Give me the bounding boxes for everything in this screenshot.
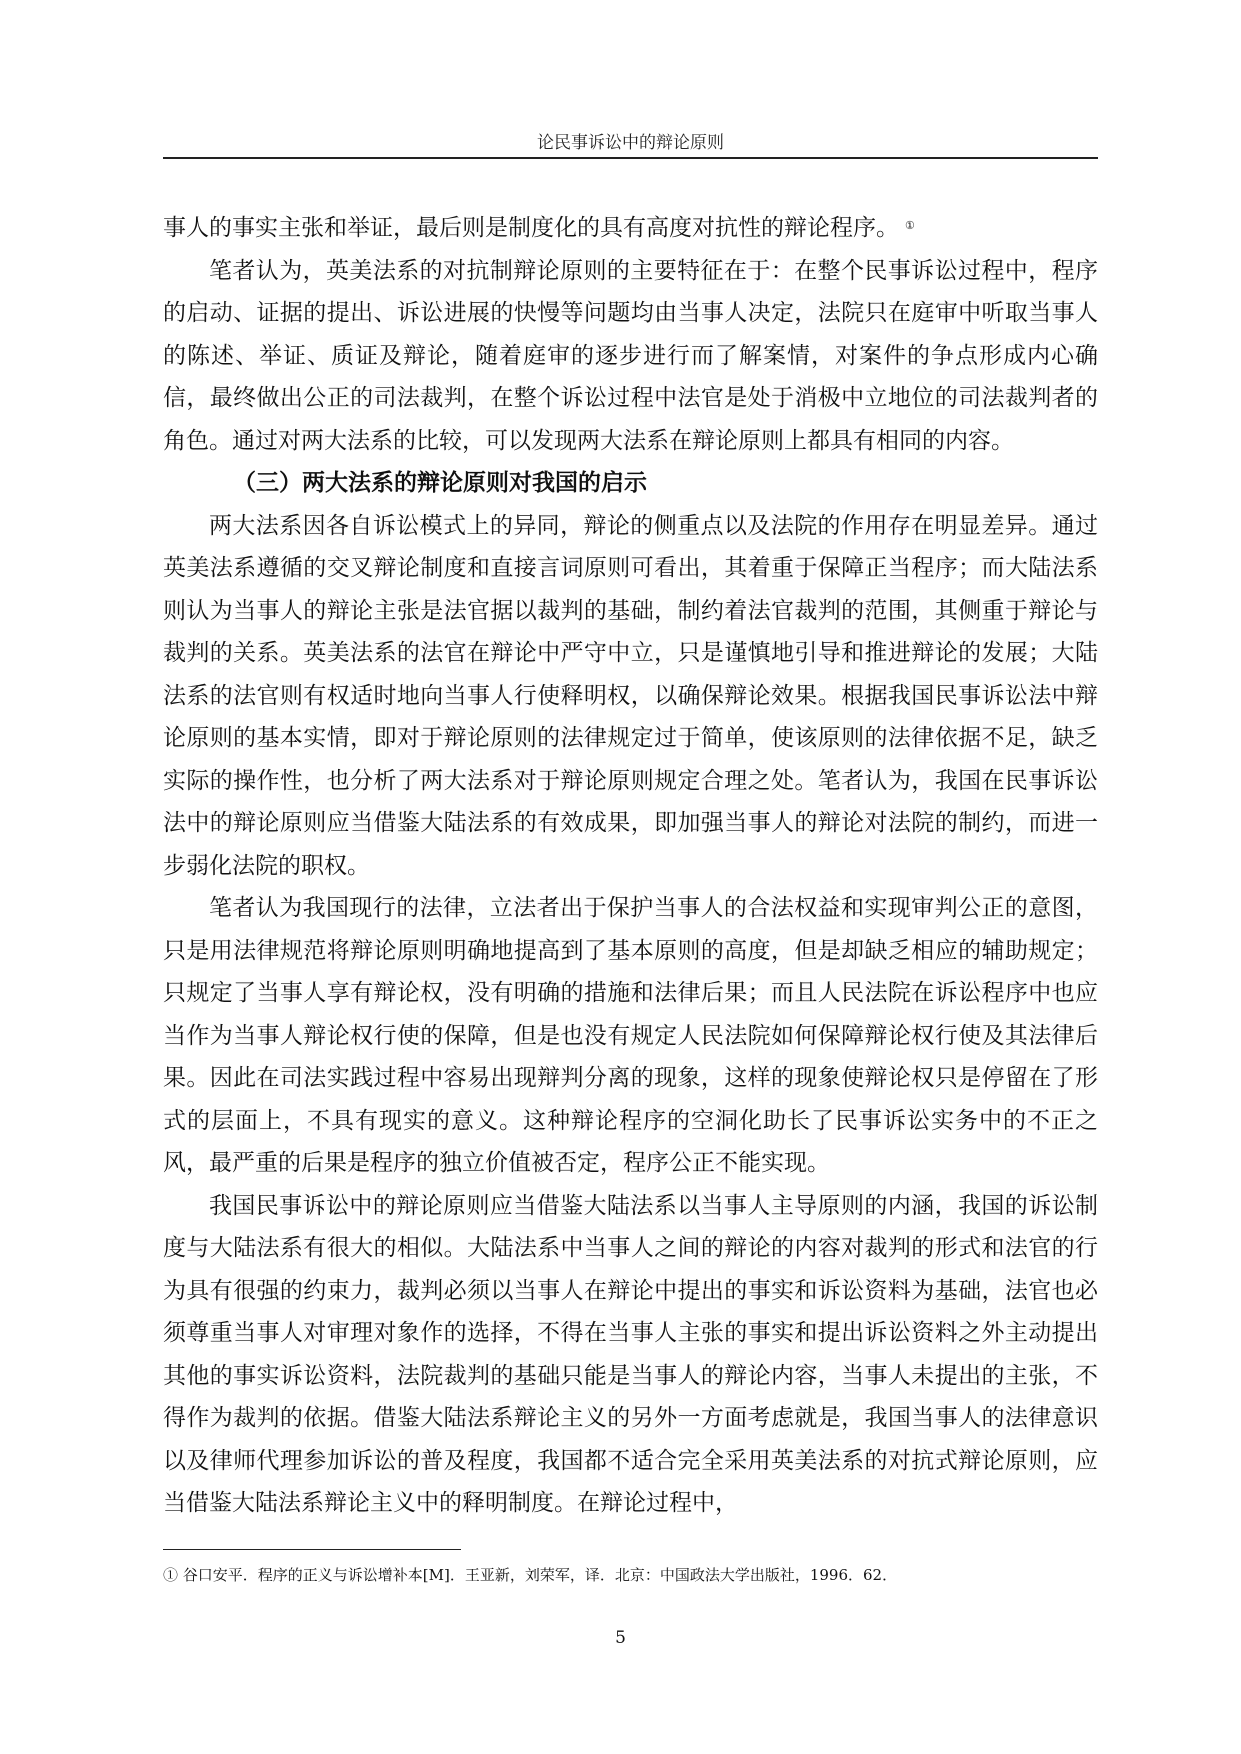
paragraph: 笔者认为我国现行的法律，立法者出于保护当事人的合法权益和实现审判公正的意图，只是用法律规范将辩论原则明确地提高到了基本原则的高度，但是却缺乏相应的辅助规定；只规定了当事人享有辩论权，没有明确的措施和法律后果；而且人民法院在诉讼程序中也应当作为当事人辩论权行使的保障，但是也没有规定人民法院如何保障辩论权行使及其法律后果。因此在司法实践过程中容易出现辩判分离的现象，这样的现象使辩论权只是停留在了形式的层面上，不具有现实的意义。这种辩论程序的空洞化助长了民事诉讼实务中的不正之风，最严重的后果是程序的独立价值被否定，程序公正不能实现。 (163, 895, 1098, 1176)
paragraph: 两大法系因各自诉讼模式上的异同，辩论的侧重点以及法院的作用存在明显差异。通过英美法系遵循的交叉辩论制度和直接言词原则可看出，其着重于保障正当程序；而大陆法系则认为当事人的辩论主张是法官据以裁判的基础，制约着法官裁判的范围，其侧重于辩论与裁判的关系。英美法系的法官在辩论中严守中立，只是谨慎地引导和推进辩论的发展；大陆法系的法官则有权适时地向当事人行使释明权，以确保辩论效果。根据我国民事诉讼法中辩论原则的基本实情，即对于辩论原则的法律规定过于简单，使该原则的法律依据不足，缺乏实际的操作性，也分析了两大法系对于辩论原则规定合理之处。笔者认为，我国在民事诉讼法中的辩论原则应当借鉴大陆法系的有效成果，即加强当事人的辩论对法院的制约，而进一步弱化法院的职权。 (163, 512, 1098, 879)
paragraph: 笔者认为，英美法系的对抗制辩论原则的主要特征在于：在整个民事诉讼过程中，程序的启动、证据的提出、诉讼进展的快慢等问题均由当事人决定，法院只在庭审中听取当事人的陈述、举证、质证及辩论，随着庭审的逐步进行而了解案情，对案件的争点形成内心确信，最终做出公正的司法裁判，在整个诉讼过程中法官是处于消极中立地位的司法裁判者的角色。通过对两大法系的比较，可以发现两大法系在辩论原则上都具有相同的内容。 (163, 257, 1098, 454)
paragraph: 我国民事诉讼中的辩论原则应当借鉴大陆法系以当事人主导原则的内涵，我国的诉讼制度与大陆法系有很大的相似。大陆法系中当事人之间的辩论的内容对裁判的形式和法官的行为具有很强的约束力，裁判必须以当事人在辩论中提出的事实和诉讼资料为基础，法官也必须尊重当事人对审理对象作的选择，不得在当事人主张的事实和提出诉讼资料之外主动提出其他的事实诉讼资料，法院裁判的基础只能是当事人的辩论内容，当事人未提出的主张，不得作为裁判的依据。借鉴大陆法系辩论主义的另外一方面考虑就是，我国当事人的法律意识以及律师代理参加诉讼的普及程度，我国都不适合完全采用英美法系的对抗式辩论原则，应当借鉴大陆法系辩论主义中的释明制度。在辩论过程中， (163, 1192, 1098, 1516)
paragraph-continuation (163, 205, 1098, 250)
section-heading: （三）两大法系的辩论原则对我国的启示 (233, 470, 647, 496)
footnote-reference[interactable]: ① (905, 219, 915, 232)
paragraph-text: 事人的事实主张和举证，最后则是制度化的具有高度对抗性的辩论程序。 (163, 215, 899, 241)
footnote-rule (163, 1549, 461, 1550)
header-rule (163, 157, 1098, 159)
page-number: 5 (615, 1628, 626, 1648)
running-header: 论民事诉讼中的辩论原则 (537, 133, 724, 153)
footnote: ① 谷口安平．程序的正义与诉讼增补本[M]．王亚新，刘荣军，译．北京：中国政法大学出版社，1996．62． (163, 1566, 898, 1584)
body-text (163, 205, 1098, 1525)
